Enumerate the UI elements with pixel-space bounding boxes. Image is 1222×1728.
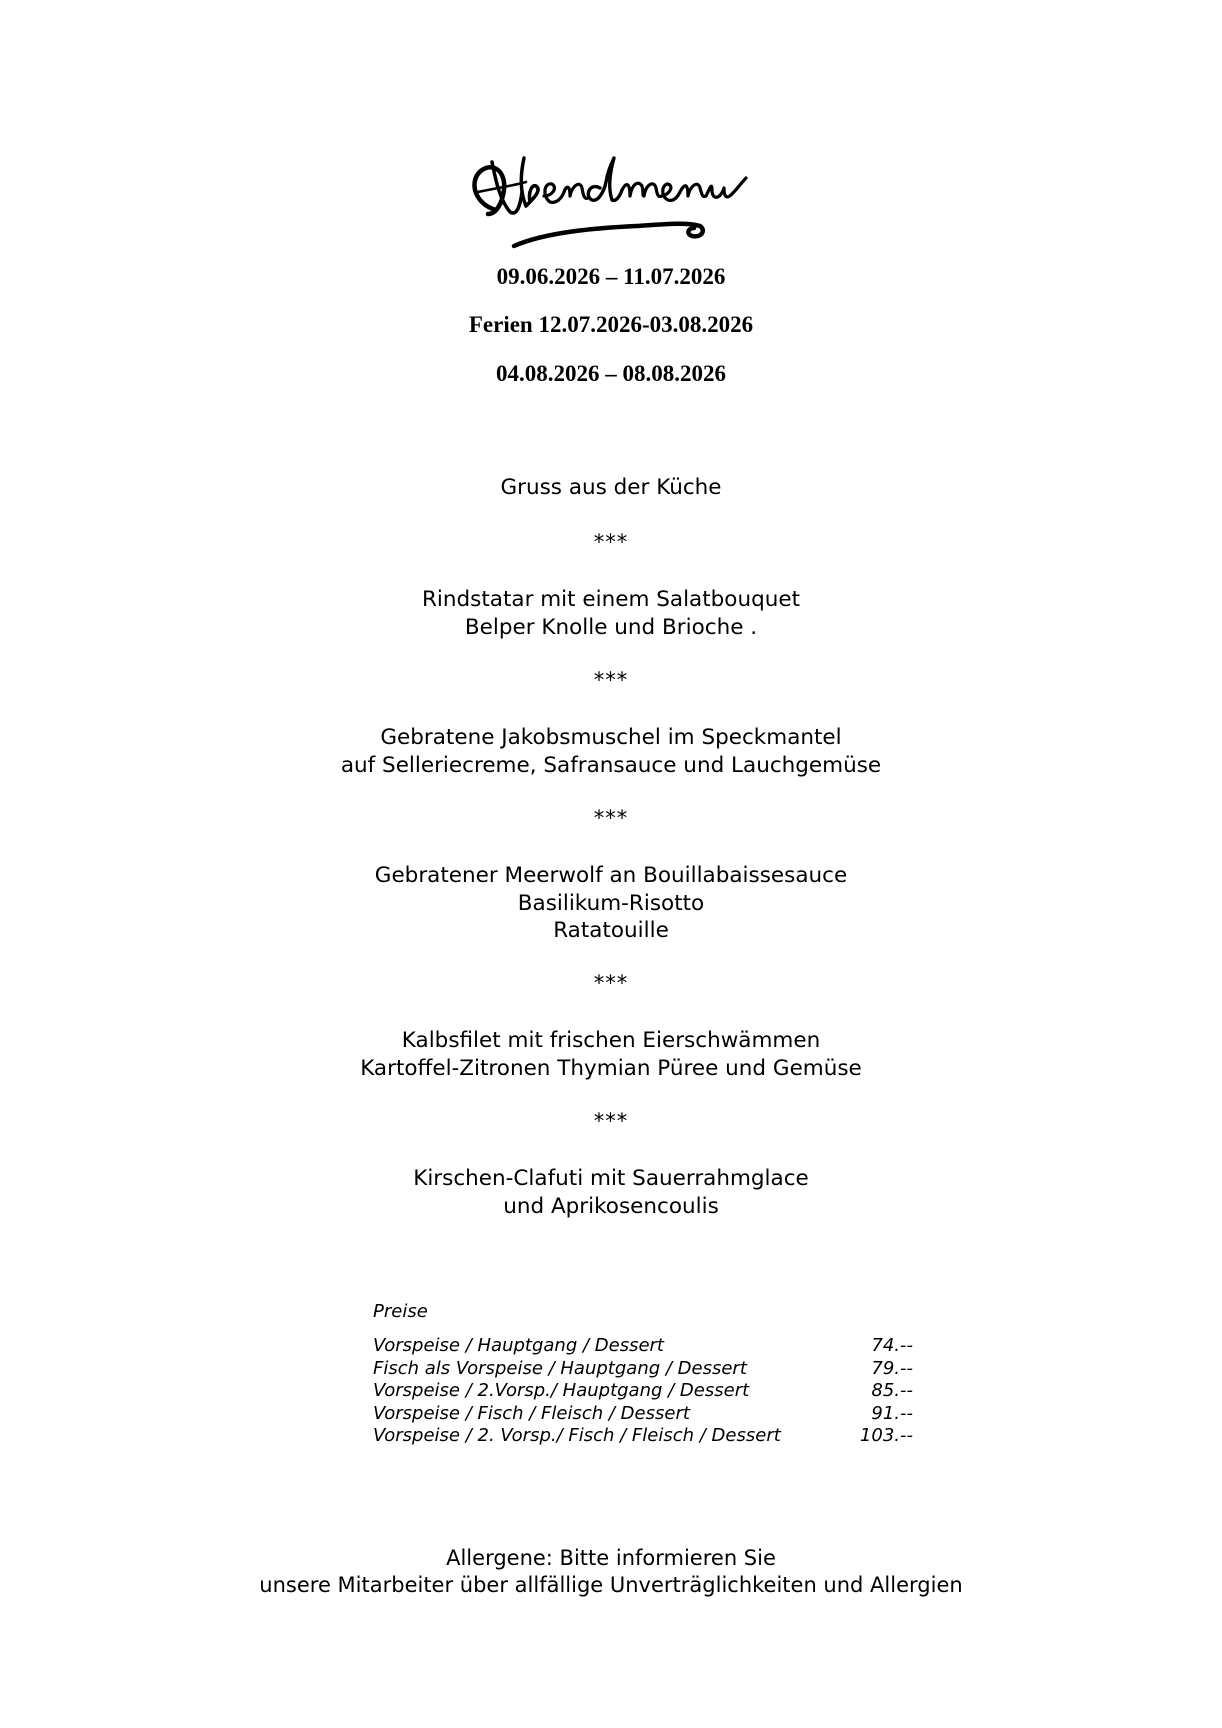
course-line: Gebratene Jakobsmuschel im Speckmantel	[380, 725, 842, 750]
price-label: Fisch als Vorspeise / Hauptgang / Dessert	[373, 1357, 747, 1379]
course-line: Kartoffel-Zitronen Thymian Püree und Gemüse	[360, 1055, 862, 1081]
price-row	[373, 1335, 913, 1358]
price-label: Vorspeise / Hauptgang / Dessert	[373, 1335, 664, 1356]
price-list	[373, 1300, 913, 1448]
course-separator: ***	[593, 530, 629, 554]
course-second-starter	[0, 724, 1222, 779]
price-amount: 103.--	[859, 1425, 913, 1447]
abendmenu-logo	[466, 152, 766, 262]
price-list-title: Preise	[373, 1301, 428, 1322]
allergen-notice-line: Allergene: Bitte informieren Sie	[446, 1546, 776, 1570]
course-line: Gebratener Meerwolf an Bouillabaissesauce	[374, 863, 848, 888]
course-separator: ***	[593, 971, 629, 995]
price-row	[373, 1425, 913, 1448]
price-row	[373, 1403, 913, 1426]
course-line: Belper Knolle und Brioche .	[464, 614, 758, 640]
date-range-1: 09.06.2026 – 11.07.2026	[496, 264, 726, 289]
course-separator: ***	[593, 668, 629, 692]
course-starter	[0, 586, 1222, 641]
course-line: auf Selleriecreme, Safransauce und Lauchgemüse	[340, 752, 882, 778]
course-fish	[0, 862, 1222, 945]
price-row	[373, 1380, 913, 1403]
course-separator: ***	[593, 1109, 629, 1133]
price-amount: 91.--	[871, 1402, 913, 1424]
date-range-2: 04.08.2026 – 08.08.2026	[496, 361, 726, 386]
course-meat	[0, 1027, 1222, 1082]
course-dessert	[0, 1165, 1222, 1220]
price-amount: 79.--	[871, 1357, 913, 1379]
price-row	[373, 1358, 913, 1381]
course-line: Ratatouille	[553, 918, 669, 943]
price-label: Vorspeise / 2.Vorsp./ Hauptgang / Dessert	[373, 1380, 750, 1402]
price-amount: 85.--	[871, 1380, 913, 1402]
allergen-notice	[0, 1545, 1222, 1599]
allergen-notice-line: unsere Mitarbeiter über allfällige Unverträglichkeiten und Allergien	[259, 1573, 963, 1597]
course-line: Kalbsfilet mit frischen Eierschwämmen	[401, 1028, 821, 1053]
course-amuse-bouche	[0, 474, 1222, 502]
price-amount: 74.--	[871, 1335, 913, 1356]
price-label: Vorspeise / Fisch / Fleisch / Dessert	[373, 1402, 690, 1424]
date-range-holidays: Ferien 12.07.2026-03.08.2026	[468, 312, 754, 337]
course-line: Rindstatar mit einem Salatbouquet	[421, 587, 801, 612]
price-label: Vorspeise / 2. Vorsp./ Fisch / Fleisch / Dessert	[373, 1425, 781, 1447]
course-line: und Aprikosencoulis	[503, 1193, 719, 1219]
course-line: Gruss aus der Küche	[500, 475, 722, 500]
course-separator: ***	[593, 806, 629, 830]
course-line: Kirschen-Clafuti mit Sauerrahmglace	[413, 1166, 809, 1191]
course-line: Basilikum-Risotto	[517, 890, 705, 916]
